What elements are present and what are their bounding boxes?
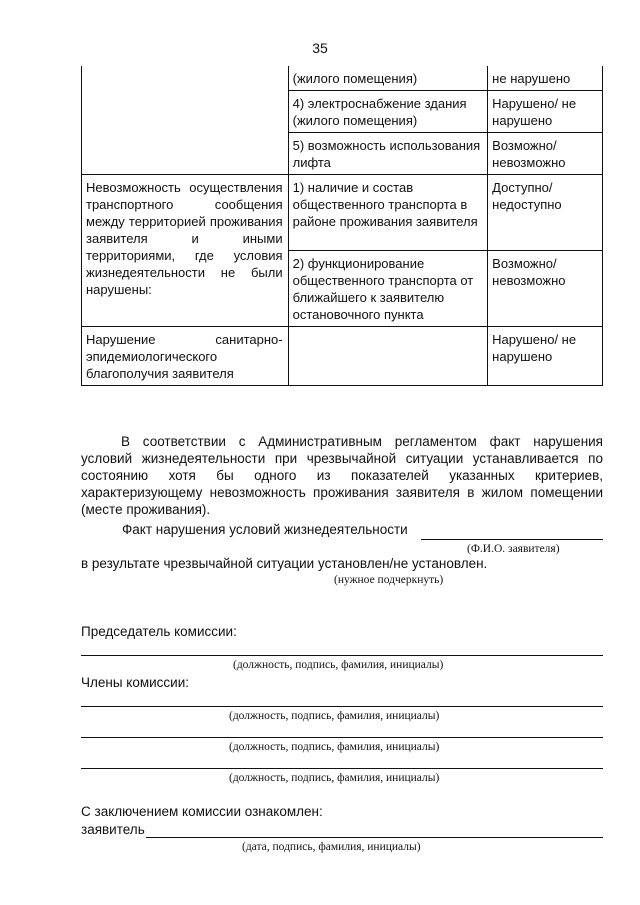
criteria-table (81, 66, 603, 386)
fio-line[interactable] (421, 539, 603, 540)
fio-hint: (Ф.И.О. заявителя) (467, 543, 560, 555)
table-cell: 4) электроснабжение здания (жилого помещения) (288, 91, 488, 133)
member-signature-line[interactable] (81, 706, 603, 707)
member-signature-line[interactable] (81, 768, 603, 769)
table-cell: не нарушено (488, 66, 603, 91)
table-row (82, 66, 603, 91)
applicant-label: заявитель (81, 822, 145, 837)
table-cell (82, 66, 289, 91)
table-cell: 1) наличие и состав общественного транспорта в районе проживания заявителя (288, 175, 488, 251)
table-cell: Доступно/ недоступно (488, 175, 603, 251)
table-cell (82, 133, 289, 175)
table-row (82, 133, 603, 175)
result-hint: (нужное подчеркнуть) (334, 574, 444, 586)
member-hint: (должность, подпись, фамилия, инициалы) (229, 772, 440, 784)
applicant-signature-line[interactable] (146, 837, 603, 838)
members-label: Члены комиссии: (81, 675, 190, 690)
table-cell (288, 327, 488, 386)
table-cell: Возможно/ невозможно (488, 251, 603, 327)
regulation-paragraph: В соответствии с Административным регламентом факт нарушения условий жизнедеятельности при чрезвычайной ситуации устанавливается по состоянию хотя бы одного из показателей указанных критериев, характеризующему невозможность проживания заявителя в жилом помещении (месте проживания). (81, 434, 603, 517)
fact-result: в результате чрезвычайной ситуации установлен/не установлен. (81, 556, 488, 571)
chairman-hint: (должность, подпись, фамилия, инициалы) (233, 659, 444, 671)
table-cell (82, 91, 289, 133)
member-signature-line[interactable] (81, 737, 603, 738)
table-cell: Нарушено/ не нарушено (488, 91, 603, 133)
chairman-signature-line[interactable] (81, 655, 603, 656)
table-row (82, 327, 603, 386)
table-cell: (жилого помещения) (288, 66, 488, 91)
table-row (82, 91, 603, 133)
chairman-label: Председатель комиссии: (81, 624, 237, 639)
table-cell: 5) возможность использования лифта (288, 133, 488, 175)
fact-label: Факт нарушения условий жизнедеятельности (122, 522, 408, 537)
table-cell: Невозможность осуществления транспортного сообщения между территорией проживания заявителя и иными территориями, где условия жизнедеятельности не были нарушены: (82, 175, 289, 327)
member-hint: (должность, подпись, фамилия, инициалы) (229, 741, 440, 753)
member-hint: (должность, подпись, фамилия, инициалы) (229, 710, 440, 722)
acknowledgement-label: С заключением комиссии ознакомлен: (81, 804, 323, 819)
page-number: 35 (312, 40, 328, 56)
table-cell: Возможно/ невозможно (488, 133, 603, 175)
applicant-hint: (дата, подпись, фамилия, инициалы) (242, 841, 421, 853)
table-cell: 2) функционирование общественного транспорта от ближайшего к заявителю остановочного пункта (288, 251, 488, 327)
table-row (82, 175, 603, 251)
table-cell: Нарушено/ не нарушено (488, 327, 603, 386)
table-cell: Нарушение санитарно-эпидемиологического благополучия заявителя (82, 327, 289, 386)
